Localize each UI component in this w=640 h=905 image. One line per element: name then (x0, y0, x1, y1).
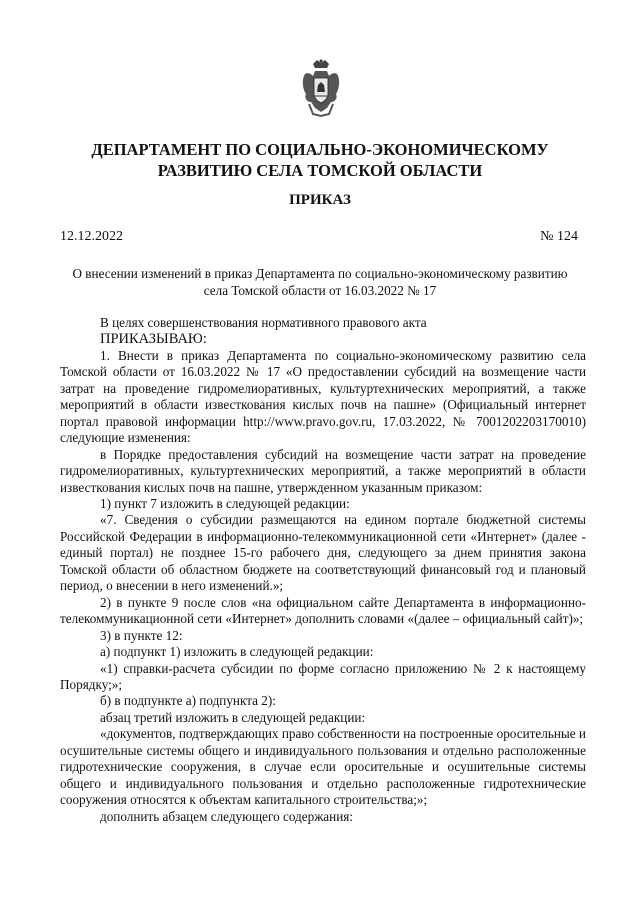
document-date: 12.12.2022 (60, 229, 123, 244)
coat-of-arms-icon (301, 58, 341, 118)
body-paragraph: 1. Внести в приказ Департамента по социально-экономическому развитию села Томской области от 16.03.2022 № 17 «О предоставлении субсидий на возмещение части затрат на проведение гидромелиоративных, культуртехнических мероприятий, а также мероприятий в области известкования кислых почв на пашне» (Официальный интернет портал правовой информации http://www.pravo.gov.ru, 17.03.2022, № 7001202203170010) следующие изменения: (60, 347, 586, 446)
document-subject: О внесении изменений в приказ Департамента по социально-экономическому развитию села Томской области от 16.03.2022 № 17 (72, 266, 568, 298)
body-paragraph: В целях совершенствования нормативного правового акта (100, 315, 427, 330)
body-paragraph: «документов, подтверждающих право собственности на построенные оросительные и осушительные системы общего и индивидуального пользования и отдельно расположенные гидротехнические сооружения, в случае если оросительные и осушительные системы общего и индивидуального пользования и отдельно расположенные гидротехнические сооружения относятся к объектам капитального строительства;»; (60, 726, 586, 808)
order-directive: ПРИКАЗЫВАЮ: (100, 331, 207, 348)
body-paragraph: 2) в пункте 9 после слов «на официальном сайте Департамента в информационно-телекоммуникационной сети «Интернет» дополнить словами «(далее – официальный сайт)»; (60, 594, 586, 627)
body-paragraph: 3) в пункте 12: (100, 627, 183, 643)
body-paragraph: «1) справки-расчета субсидии по форме согласно приложению № 2 к настоящему Порядку;»; (60, 660, 586, 692)
body-paragraph: а) подпункт 1) изложить в следующей редакции: (100, 644, 374, 660)
document-type: ПРИКАЗ (289, 192, 351, 208)
body-paragraph: «7. Сведения о субсидии размещаются на едином портале бюджетной системы Российской Федерации в информационно-телекоммуникационной сети «Интернет» (далее - единый портал) не позднее 15-го рабочего дня, следующего за днем принятия закона Томской области об областном бюджете на соответствующий финансовый год и плановый период, о внесении в него изменений.»; (60, 512, 586, 594)
department-name: ДЕПАРТАМЕНТ ПО СОЦИАЛЬНО-ЭКОНОМИЧЕСКОМУ РАЗВИТИЮ СЕЛА ТОМСКОЙ ОБЛАСТИ (91, 140, 549, 180)
body-paragraph: дополнить абзацем следующего содержания: (100, 808, 354, 824)
body-paragraph: б) в подпункте а) подпункта 2): (100, 693, 276, 709)
body-paragraph: абзац третий изложить в следующей редакции: (100, 709, 366, 725)
body-paragraph: 1) пункт 7 изложить в следующей редакции: (100, 495, 350, 511)
document-body (60, 315, 586, 825)
body-paragraph: в Порядке предоставления субсидий на возмещение части затрат на проведение гидромелиоративных, культуртехнических мероприятий, а также мероприятий в области известкования кислых почв на пашне, утвержденном указанным приказом: (60, 446, 586, 495)
document-number: № 124 (540, 229, 578, 244)
